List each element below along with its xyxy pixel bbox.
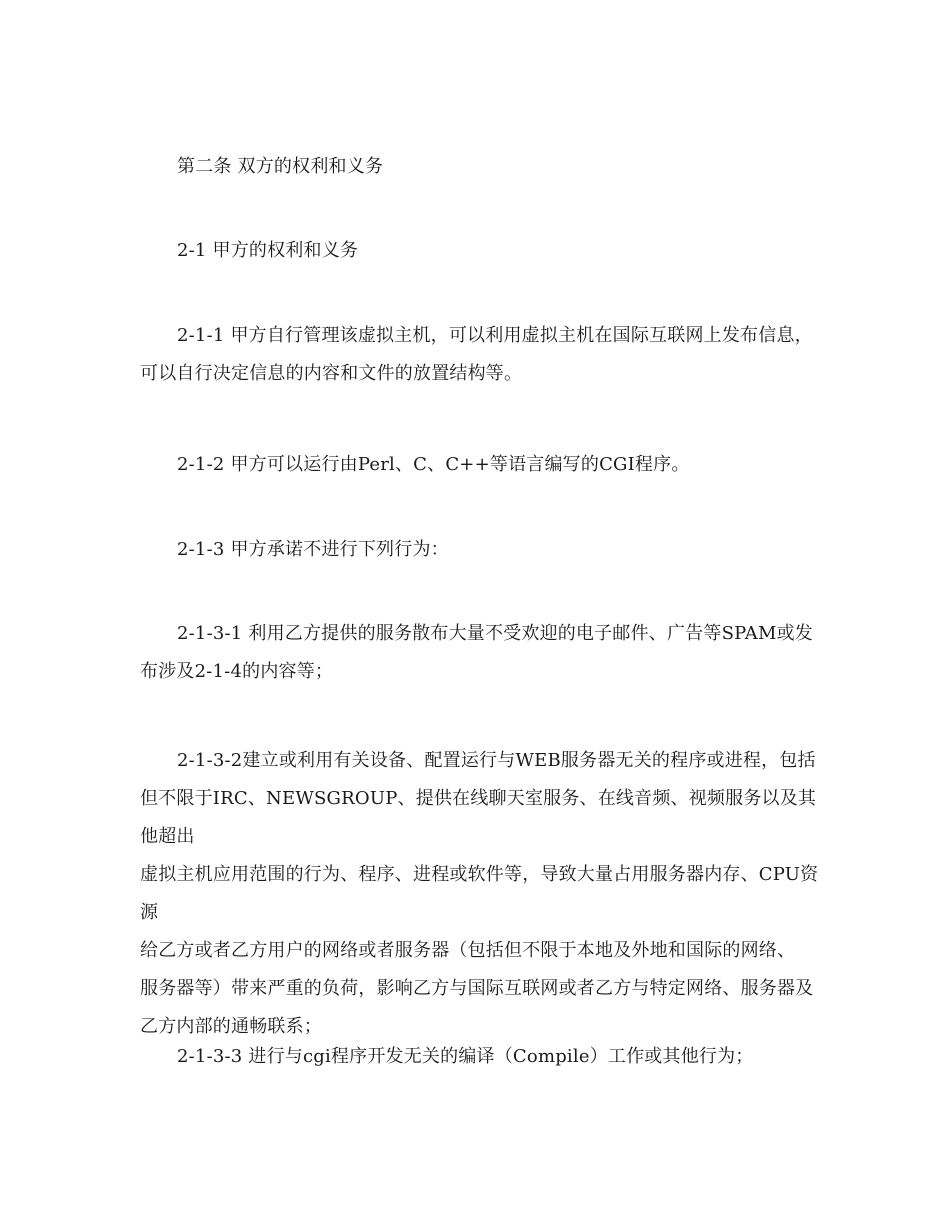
clause-2-1-3 (140, 531, 820, 569)
paragraph-line: 2-1 甲方的权利和义务 (177, 240, 359, 261)
clause-2-1-3-3 (140, 1038, 820, 1076)
clause-2-1-2 (140, 446, 820, 484)
paragraph-line: 乙方内部的通畅联系； (140, 1016, 322, 1037)
paragraph-line: 可以自行决定信息的内容和文件的放置结构等。 (140, 363, 523, 384)
clause-2-1-3-2 (140, 742, 820, 1046)
paragraph-line: 2-1-3-1 利用乙方提供的服务散布大量不受欢迎的电子邮件、广告等SPAM或发 (177, 623, 813, 644)
paragraph-line: 给乙方或者乙方用户的网络或者服务器（包括但不限于本地及外地和国际的网络、 (140, 940, 796, 961)
paragraph-line: 2-1-3-3 进行与cgi程序开发无关的编译（Compile）工作或其他行为； (177, 1046, 754, 1067)
clause-2-1-1 (140, 317, 820, 393)
paragraph-line: 服务器等）带来严重的负荷，影响乙方与国际互联网或者乙方与特定网络、服务器及 (140, 978, 814, 999)
paragraph-line: 布涉及2-1-4的内容等； (140, 661, 334, 682)
article-heading (140, 148, 820, 186)
section-heading (140, 232, 820, 270)
clause-2-1-3-1 (140, 615, 820, 691)
paragraph-line: 2-1-3-2建立或利用有关设备、配置运行与WEB服务器无关的程序或进程，包括 (177, 750, 816, 771)
paragraph-line: 但不限于IRC、NEWSGROUP、提供在线聊天室服务、在线音频、视频服务以及其他超出 (140, 788, 817, 847)
paragraph-line: 2-1-2 甲方可以运行由Perl、C、C++等语言编写的CGI程序。 (177, 454, 690, 475)
paragraph-line: 第二条 双方的权利和义务 (177, 156, 384, 177)
paragraph-line: 2-1-1 甲方自行管理该虚拟主机，可以利用虚拟主机在国际互联网上发布信息， (177, 325, 813, 346)
paragraph-line: 2-1-3 甲方承诺不进行下列行为： (177, 539, 449, 560)
paragraph-line: 虚拟主机应用范围的行为、程序、进程或软件等，导致大量占用服务器内存、CPU资源 (140, 864, 819, 923)
